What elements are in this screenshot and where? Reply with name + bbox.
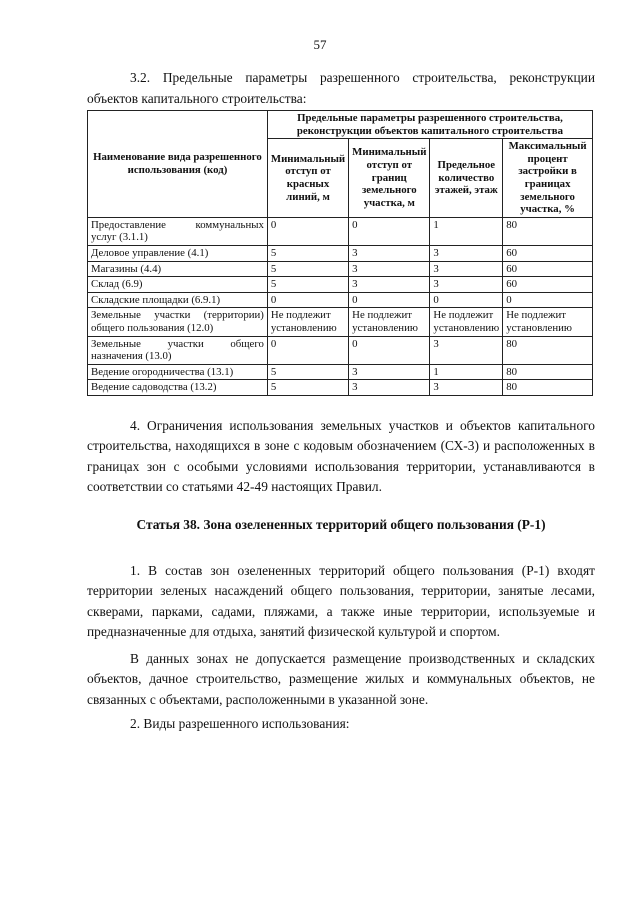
cell-max-coverage: 80 (503, 217, 593, 245)
cell-min-red-lines: Не подлежит установлению (267, 308, 348, 336)
cell-min-boundary: 3 (349, 380, 430, 396)
cell-min-red-lines: 0 (267, 336, 348, 364)
cell-floors: 3 (430, 380, 503, 396)
cell-max-coverage: 80 (503, 364, 593, 380)
parameters-table (87, 110, 593, 396)
cell-min-red-lines: 5 (267, 261, 348, 277)
cell-min-boundary: 0 (349, 336, 430, 364)
cell-min-red-lines: 5 (267, 380, 348, 396)
header-name: Наименование вида разрешенного использования (код) (88, 111, 268, 218)
cell-min-boundary: Не подлежит установлению (349, 308, 430, 336)
cell-max-coverage: 60 (503, 261, 593, 277)
cell-max-coverage: Не подлежит установлению (503, 308, 593, 336)
cell-min-boundary: 0 (349, 217, 430, 245)
table-row (88, 380, 593, 396)
cell-floors: 3 (430, 336, 503, 364)
header-col-4: Максимальный процент застройки в границах земельного участка, % (503, 139, 593, 218)
row-name: Ведение огородничества (13.1) (88, 364, 268, 380)
article-paragraph-composition: 1. В состав зон озелененных территорий общего пользования (Р-1) входят территории зеленых насаждений общего пользования, территории, занятые лесами, скверами, парками, садами, пляжами, а также иные территории, используемые и предназначенные для отдыха, занятий физической культурой и спортом. (87, 562, 595, 640)
header-col-1: Минимальный отступ от красных линий, м (267, 139, 348, 218)
table-row (88, 261, 593, 277)
cell-floors: 3 (430, 261, 503, 277)
row-name: Земельные участки (территории) общего пользования (12.0) (88, 308, 268, 336)
cell-min-red-lines: 5 (267, 364, 348, 380)
cell-max-coverage: 80 (503, 336, 593, 364)
cell-floors: Не подлежит установлению (430, 308, 503, 336)
cell-floors: 3 (430, 277, 503, 293)
cell-floors: 3 (430, 245, 503, 261)
cell-min-boundary: 3 (349, 261, 430, 277)
cell-max-coverage: 0 (503, 292, 593, 308)
cell-floors: 0 (430, 292, 503, 308)
table-row (88, 217, 593, 245)
cell-min-boundary: 3 (349, 245, 430, 261)
table-row (88, 308, 593, 336)
table-row (88, 292, 593, 308)
table-row (88, 245, 593, 261)
cell-min-red-lines: 5 (267, 277, 348, 293)
table-row (88, 364, 593, 380)
row-name: Земельные участки общего назначения (13.0) (88, 336, 268, 364)
section-intro: 3.2. Предельные параметры разрешенного строительства, реконструкции объектов капитального строительства: (87, 70, 595, 106)
row-name: Складские площадки (6.9.1) (88, 292, 268, 308)
row-name: Ведение садоводства (13.2) (88, 380, 268, 396)
article-heading: Статья 38. Зона озелененных территорий общего пользования (Р-1) (136, 516, 546, 532)
document-body (87, 68, 595, 735)
cell-floors: 1 (430, 364, 503, 380)
header-group: Предельные параметры разрешенного строительства, реконструкции объектов капитального строительства (267, 111, 592, 139)
row-name: Предоставление коммунальных услуг (3.1.1) (88, 217, 268, 245)
cell-floors: 1 (430, 217, 503, 245)
page-number: 57 (313, 37, 327, 52)
cell-min-boundary: 0 (349, 292, 430, 308)
table-row (88, 336, 593, 364)
cell-max-coverage: 60 (503, 245, 593, 261)
row-name: Деловое управление (4.1) (88, 245, 268, 261)
cell-min-boundary: 3 (349, 277, 430, 293)
cell-min-red-lines: 0 (267, 292, 348, 308)
article-paragraph-prohibitions: В данных зонах не допускается размещение производственных и складских объектов, дачное строительство, размещение жилых и коммунальных объектов, не связанных с объектами, расположенными в указанной зоне. (87, 650, 595, 707)
row-name: Магазины (4.4) (88, 261, 268, 277)
cell-min-red-lines: 0 (267, 217, 348, 245)
header-col-3: Предельное количество этажей, этаж (430, 139, 503, 218)
article-paragraph-permitted-uses: 2. Виды разрешенного использования: (130, 716, 350, 732)
row-name: Склад (6.9) (88, 277, 268, 293)
cell-min-red-lines: 5 (267, 245, 348, 261)
cell-min-boundary: 3 (349, 364, 430, 380)
cell-max-coverage: 60 (503, 277, 593, 293)
paragraph-restrictions: 4. Ограничения использования земельных участков и объектов капитального строительства, находящихся в зоне с кодовым обозначением (СХ-3) и расположенных в границах зон с особыми условиями использования территории, устанавливаются в соответствии со статьями 42-49 настоящих Правил. (87, 417, 595, 495)
cell-max-coverage: 80 (503, 380, 593, 396)
table-row (88, 277, 593, 293)
header-col-2: Минимальный отступ от границ земельного участка, м (349, 139, 430, 218)
